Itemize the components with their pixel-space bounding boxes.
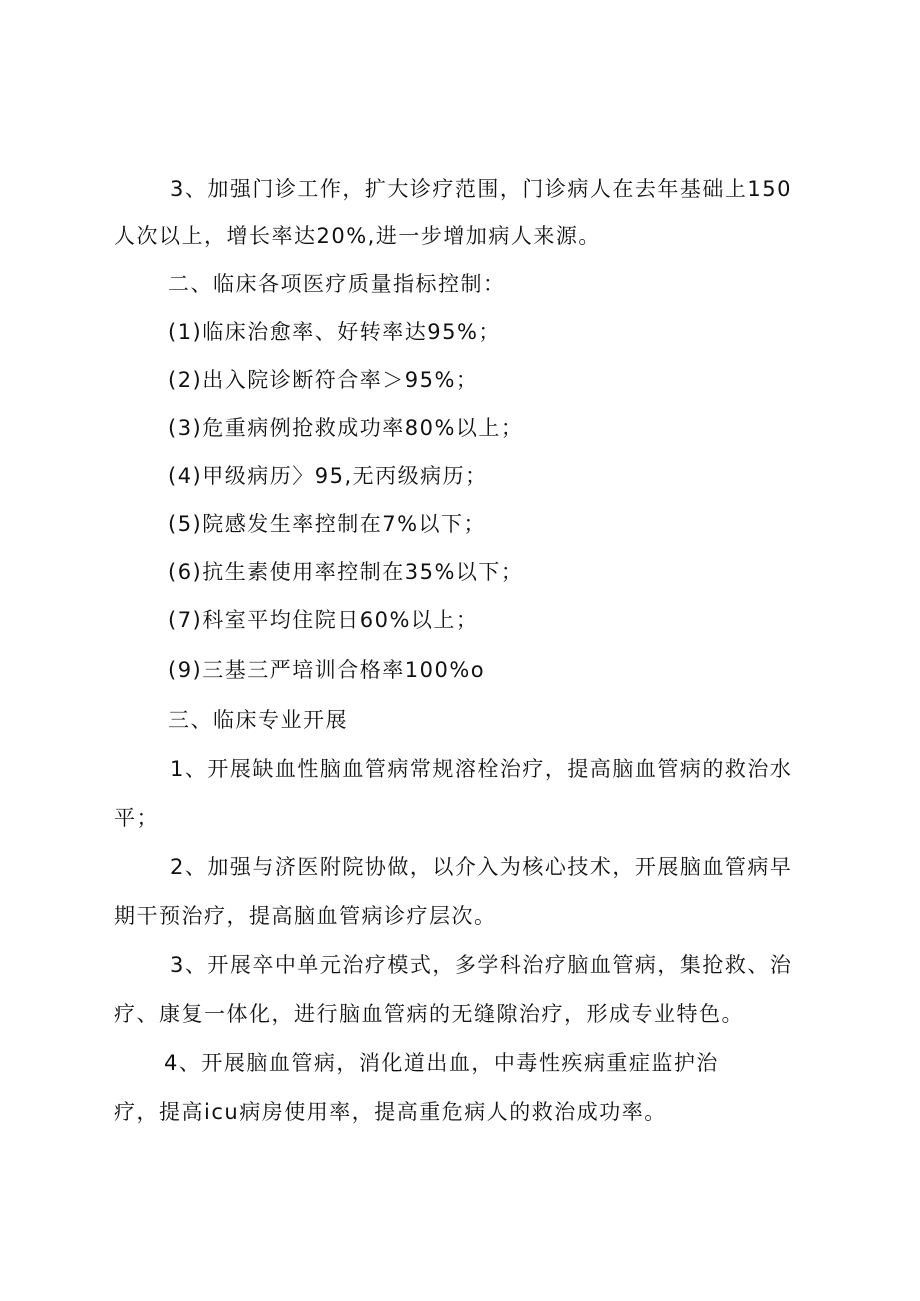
text-line: 人次以上，增长率达20%,进一步增加病人来源。 <box>114 224 601 248</box>
section-heading: 二、临床各项医疗质量指标控制： <box>168 272 506 296</box>
list-item: (3)危重病例抢救成功率80%以上； <box>168 416 524 440</box>
list-item: (1)临床治愈率、好转率达95%； <box>168 320 501 344</box>
text-line: 3、开展卒中单元治疗模式，多学科治疗脑血管病，集抢救、治 <box>170 953 793 977</box>
list-item: (7)科室平均住院日60%以上； <box>168 608 479 632</box>
text-line: 疗、康复一体化，进行脑血管病的无缝隙治疗，形成专业特色。 <box>114 1002 744 1026</box>
list-item: (4)甲级病历〉95,无丙级病历； <box>168 464 488 488</box>
section-heading: 三、临床专业开展 <box>168 708 348 732</box>
list-item: (5)院感发生率控制在7%以下； <box>168 512 487 536</box>
text-line: 期干预治疗，提高脑血管病诊疗层次。 <box>114 904 497 928</box>
text-line: 疗，提高icu病房使用率，提高重危病人的救治成功率。 <box>114 1100 667 1124</box>
text-line: 1、开展缺血性脑血管病常规溶栓治疗，提高脑血管病的救治水 <box>170 757 793 781</box>
text-line: 4、开展脑血管病，消化道出血，中毒性疾病重症监护治 <box>164 1051 719 1075</box>
text-line: 平； <box>114 806 159 830</box>
list-item: (2)出入院诊断符合率＞95%； <box>168 368 479 392</box>
list-item: (6)抗生素使用率控制在35%以下； <box>168 560 524 584</box>
text-line: 2、加强与济医附院协做，以介入为核心技术，开展脑血管病早 <box>170 855 793 879</box>
text-line: 3、加强门诊工作，扩大诊疗范围，门诊病人在去年基础上150 <box>170 177 792 201</box>
list-item: (9)三基三严培训合格率100%o <box>168 658 486 682</box>
